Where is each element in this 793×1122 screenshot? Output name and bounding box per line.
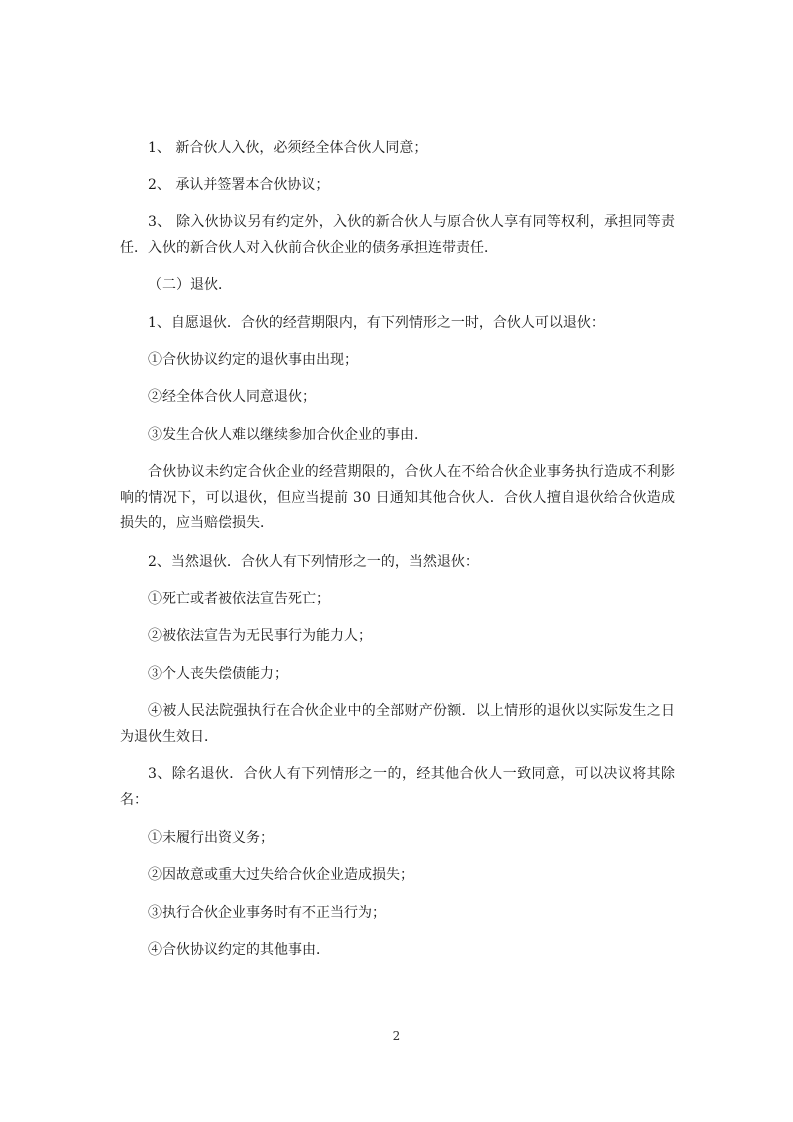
page-number: 2 — [392, 1029, 401, 1043]
paragraph-voluntary-withdrawal: 1、自愿退伙．合伙的经营期限内，有下列情形之一时，合伙人可以退伙： — [148, 315, 605, 331]
list-item: ④被人民法院强执行在合伙企业中的全部财产份额．以上情形的退伙以实际发生之日为退伙生效日． — [120, 703, 675, 745]
paragraph-automatic-withdrawal: 2、当然退伙．合伙人有下列情形之一的，当然退伙： — [148, 554, 479, 570]
list-item: ②经全体合伙人同意退伙； — [148, 389, 316, 405]
list-item: ①死亡或者被依法宣告死亡； — [148, 591, 330, 607]
paragraph-2: 2、 承认并签署本合伙协议； — [148, 177, 330, 193]
paragraph-expulsion: 3、除名退伙．合伙人有下列情形之一的，经其他合伙人一致同意，可以决议将其除名： — [120, 766, 675, 808]
list-item: ③个人丧失偿债能力； — [148, 666, 288, 682]
list-item: ①未履行出资义务； — [148, 830, 274, 846]
list-item: ①合伙协议约定的退伙事由出现； — [148, 352, 358, 368]
list-item: ④合伙协议约定的其他事由． — [148, 942, 330, 958]
list-item: ③发生合伙人难以继续参加合伙企业的事由． — [148, 427, 428, 443]
list-item: ②因故意或重大过失给合伙企业造成损失； — [148, 867, 414, 883]
paragraph-1: 1、 新合伙人入伙，必须经全体合伙人同意； — [148, 140, 428, 156]
section-heading-withdrawal: （二）退伙． — [148, 277, 232, 293]
list-item: ③执行合伙企业事务时有不正当行为； — [148, 905, 386, 921]
paragraph-3: 3、 除入伙协议另有约定外，入伙的新合伙人与原合伙人享有同等权利，承担同等责任．入伙的新合伙人对入伙前合伙企业的债务承担连带责任． — [120, 214, 675, 256]
paragraph-no-term: 合伙协议未约定合伙企业的经营期限的，合伙人在不给合伙企业事务执行造成不利影响的情况下，可以退伙，但应当提前 30 日通知其他合伙人．合伙人擅自退伙给合伙造成损失的，应当赔偿损失． — [120, 464, 675, 531]
list-item: ②被依法宣告为无民事行为能力人； — [148, 628, 372, 644]
